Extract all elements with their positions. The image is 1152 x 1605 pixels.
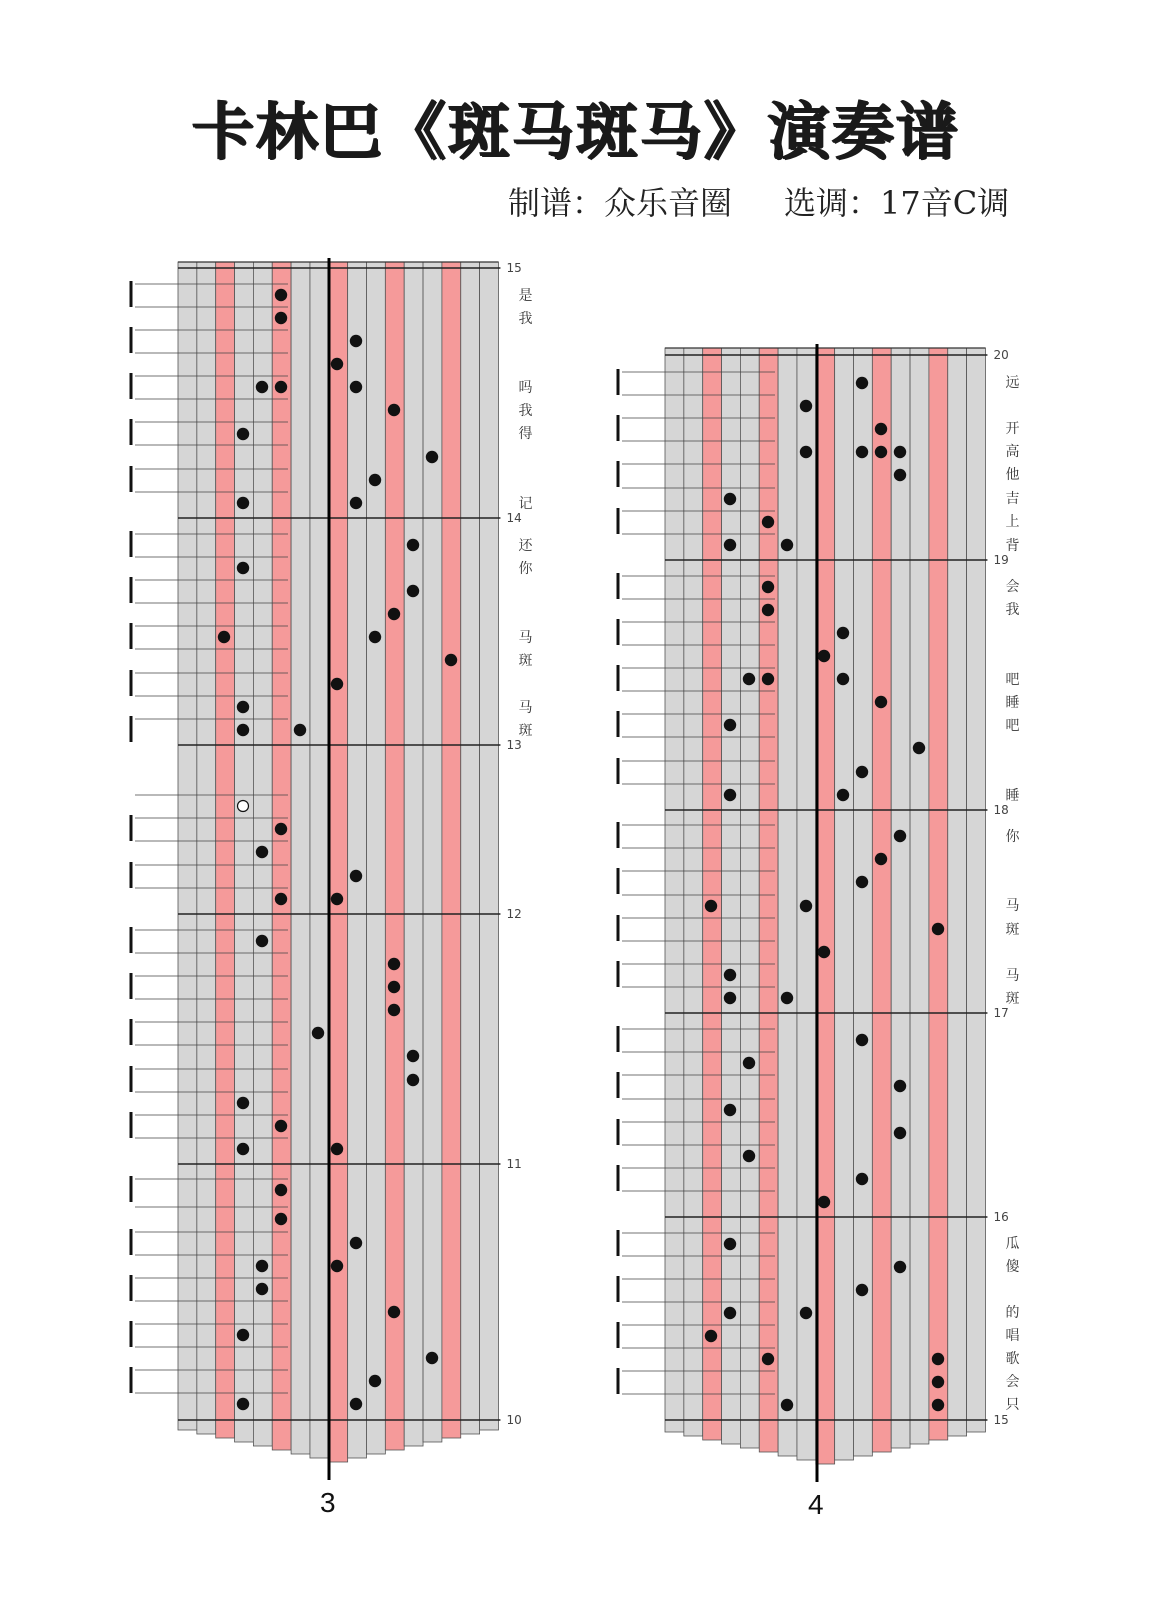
lyric-char: 睡 — [1005, 788, 1020, 804]
lyric-char: 马 — [518, 700, 533, 716]
note-dot — [894, 1261, 906, 1273]
kalimba-key-lane — [665, 348, 684, 1432]
lyric-char: 会 — [1005, 579, 1020, 595]
kalimba-key-lane — [910, 348, 929, 1444]
note-dot — [762, 516, 774, 528]
lyric-char: 远 — [1005, 375, 1020, 391]
lyric-char: 会 — [1005, 1374, 1020, 1390]
note-dot — [856, 377, 868, 389]
lyric-char: 只 — [1005, 1397, 1020, 1413]
note-dot — [781, 992, 793, 1004]
note-dot — [781, 1399, 793, 1411]
measure-number: 13 — [506, 738, 522, 752]
note-dot — [724, 719, 736, 731]
note-dot — [743, 1057, 755, 1069]
note-dot — [818, 946, 830, 958]
lyric-char: 瓜 — [1005, 1236, 1020, 1252]
kalimba-key-lane — [872, 348, 891, 1452]
note-dot — [894, 446, 906, 458]
lyric-char: 吧 — [1005, 718, 1020, 734]
kalimba-key-lane — [816, 348, 835, 1464]
note-dot — [856, 766, 868, 778]
note-dot — [932, 1353, 944, 1365]
measure-number: 15 — [506, 261, 522, 275]
note-dot — [724, 539, 736, 551]
kalimba-key-lane — [948, 348, 967, 1436]
kalimba-key-lane — [759, 348, 778, 1452]
measure-number: 20 — [993, 348, 1009, 362]
lyric-char: 的 — [1005, 1305, 1020, 1321]
note-dot — [894, 830, 906, 842]
lyric-char: 他 — [1005, 467, 1020, 483]
note-dot — [856, 1034, 868, 1046]
lyric-char: 唱 — [1005, 1328, 1020, 1344]
note-dot — [913, 742, 925, 754]
note-dot — [724, 1104, 736, 1116]
lyric-char: 马 — [518, 630, 533, 646]
note-dot — [743, 673, 755, 685]
lyric-char: 背 — [1005, 538, 1020, 554]
note-dot — [762, 673, 774, 685]
measure-number: 15 — [993, 1413, 1009, 1427]
measure-number: 10 — [506, 1413, 522, 1427]
lyric-char: 记 — [518, 496, 533, 512]
note-dot — [875, 696, 887, 708]
note-dot — [705, 900, 717, 912]
lyric-char: 开 — [1005, 421, 1020, 437]
measure-number: 16 — [993, 1210, 1009, 1224]
lyric-char: 吗 — [518, 380, 533, 396]
kalimba-key-lane — [835, 348, 854, 1460]
note-dot — [781, 539, 793, 551]
lyric-char: 得 — [518, 426, 533, 442]
lyric-char: 高 — [1005, 444, 1020, 460]
lyric-char: 马 — [1005, 898, 1020, 914]
note-dot — [800, 1307, 812, 1319]
lyric-char: 我 — [1005, 602, 1020, 618]
note-dot — [800, 400, 812, 412]
lyric-char: 傻 — [1005, 1259, 1020, 1275]
note-dot — [837, 673, 849, 685]
lyric-char: 歌 — [1005, 1351, 1020, 1367]
note-dot — [800, 900, 812, 912]
kalimba-key-lane — [891, 348, 910, 1448]
note-dot — [894, 469, 906, 481]
lyric-char: 吉 — [1005, 491, 1020, 507]
kalimba-key-lane — [967, 348, 986, 1432]
kalimba-key-lane — [722, 348, 741, 1444]
note-dot — [705, 1330, 717, 1342]
lyric-char: 吧 — [1005, 672, 1020, 688]
kalimba-key-lane — [703, 348, 722, 1440]
measure-number: 12 — [506, 907, 522, 921]
note-dot — [875, 446, 887, 458]
note-dot — [856, 876, 868, 888]
note-dot — [932, 923, 944, 935]
note-dot — [894, 1127, 906, 1139]
lyric-char: 马 — [1005, 968, 1020, 984]
note-dot — [856, 1284, 868, 1296]
lyric-char: 你 — [518, 561, 533, 577]
note-dot — [800, 446, 812, 458]
kalimba-key-lane — [778, 348, 797, 1456]
note-dot — [762, 1353, 774, 1365]
lyric-char: 斑 — [1005, 922, 1020, 938]
note-dot — [818, 1196, 830, 1208]
note-dot — [875, 853, 887, 865]
page-number: 4 — [808, 1489, 824, 1520]
note-dot — [932, 1376, 944, 1388]
note-dot — [875, 423, 887, 435]
note-dot — [762, 581, 774, 593]
measure-number: 14 — [506, 511, 522, 525]
note-dot — [856, 1173, 868, 1185]
lyric-char: 还 — [518, 538, 533, 554]
note-dot — [743, 1150, 755, 1162]
note-dot — [837, 627, 849, 639]
lyric-char: 你 — [1005, 829, 1020, 845]
lyric-char: 是 — [518, 288, 533, 304]
key-signature: 选调：17音C调 — [784, 184, 1010, 222]
note-dot — [837, 789, 849, 801]
measure-number: 19 — [993, 553, 1009, 567]
lyric-char: 我 — [518, 403, 533, 419]
measure-number: 11 — [506, 1157, 522, 1171]
lyric-char: 上 — [1005, 514, 1020, 530]
note-dot — [818, 650, 830, 662]
note-dot — [724, 992, 736, 1004]
note-dot — [894, 1080, 906, 1092]
kalimba-key-lane — [929, 348, 948, 1440]
note-dot — [724, 1307, 736, 1319]
note-dot — [762, 604, 774, 616]
note-dot — [932, 1399, 944, 1411]
lyric-char: 斑 — [1005, 991, 1020, 1007]
lyric-char: 斑 — [518, 723, 533, 739]
measure-number: 18 — [993, 803, 1009, 817]
measure-number: 17 — [993, 1006, 1009, 1020]
lyric-char: 我 — [518, 311, 533, 327]
lyric-char: 斑 — [518, 653, 533, 669]
page-title: 卡林巴《斑马斑马》演奏谱 — [191, 95, 960, 168]
note-dot — [724, 1238, 736, 1250]
note-dot — [724, 493, 736, 505]
lyric-char: 睡 — [1005, 695, 1020, 711]
page-number: 3 — [320, 1487, 336, 1518]
note-dot — [724, 789, 736, 801]
kalimba-key-lane — [740, 348, 759, 1448]
note-dot — [856, 446, 868, 458]
note-dot — [724, 969, 736, 981]
arranger-credit: 制谱：众乐音圈 — [508, 184, 733, 222]
